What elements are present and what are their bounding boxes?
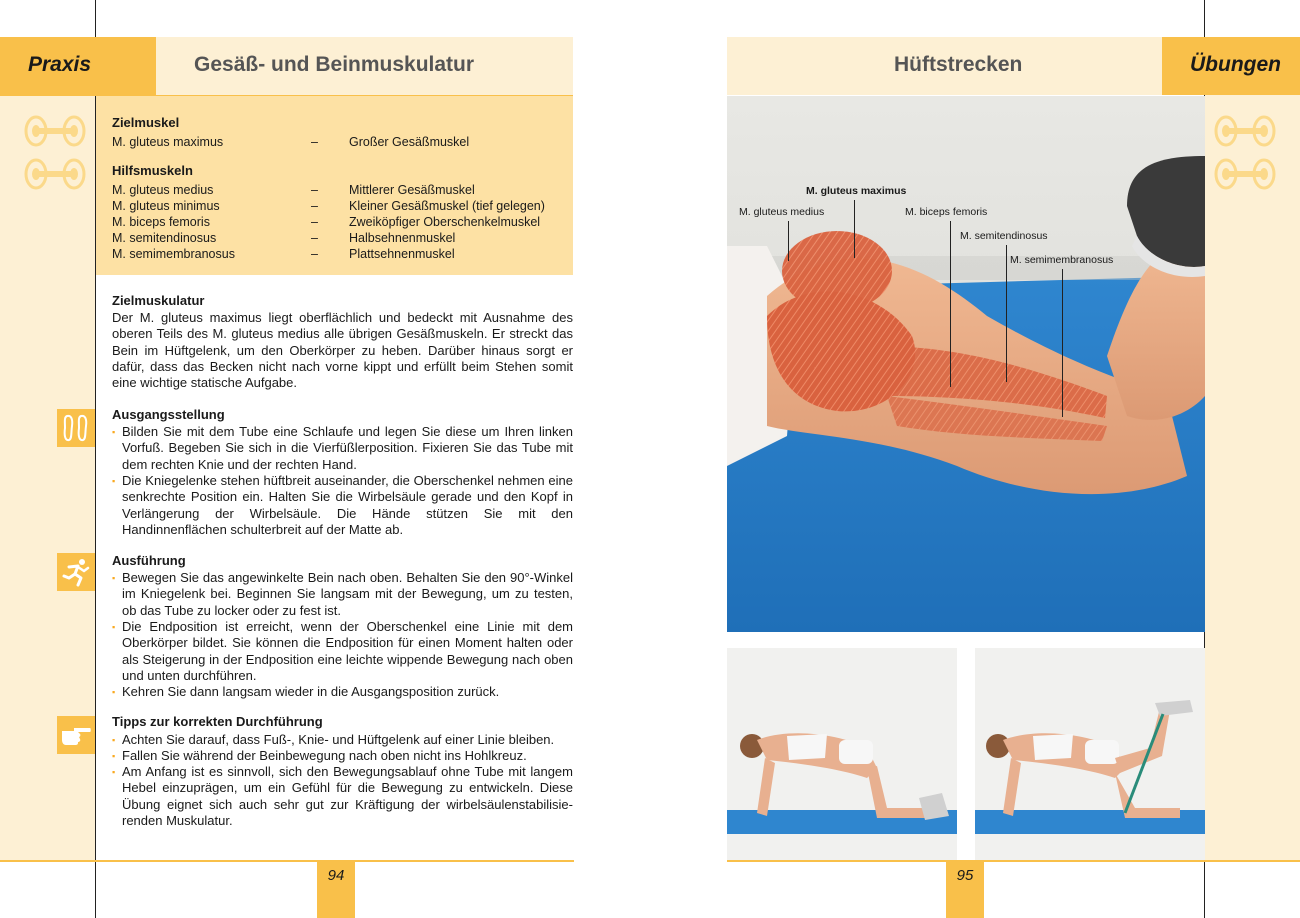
tipps-bullet: ▪ Fallen Sie während der Beinbewegung nach oben nicht ins Hohlkreuz. (112, 748, 573, 764)
label-semimembranosus: M. semimembranosus (1010, 254, 1114, 266)
right-margin-strip (1205, 95, 1300, 860)
ausgangsstellung-heading: Ausgangsstellung (112, 407, 225, 422)
dumbbell-icon (24, 156, 86, 192)
label-semitendinosus: M. semitendinosus (960, 230, 1048, 242)
left-bottom-rule (0, 860, 574, 862)
ausfuehrung-heading: Ausführung (112, 553, 186, 568)
dumbbell-icon (24, 113, 86, 149)
end-position-photo (975, 648, 1205, 860)
target-muscle-heading: Zielmuskel (112, 115, 180, 130)
zielmuskulatur-paragraph: Der M. gluteus maximus liegt oberflächlich und bedeckt mit Ausnahme des oberen Teils des M. gluteus medius alle übrigen Gesäßmuskeln. Er streckt das Bein im Hüftgelenk, um den Oberkörper zu heben. Darüber hinaus sorgt er dafür, dass das Becken nicht nach vorne kippt und erfüllt beim Stehen somit eine wichtige statische Aufgabe. (112, 310, 573, 391)
ausfuehrung-bullet: ▪ Bewegen Sie das angewinkelte Bein nach oben. Behalten Sie den 90°-Winkel im Kniegelenk bei. Beginnen Sie langsam mit der Bewegung, um zu testen, ob das Tube zu locker oder zu fest ist. (112, 570, 573, 619)
start-position-photo (727, 648, 957, 860)
helper-muscles-heading: Hilfsmuskeln (112, 163, 193, 178)
leader-line (788, 221, 789, 261)
page-number-right: 95 (946, 860, 984, 918)
runner-icon (57, 553, 95, 591)
label-gluteus-maximus: M. gluteus maximus (806, 185, 907, 197)
tipps-bullet: ▪ Achten Sie darauf, dass Fuß-, Knie- und Hüftgelenk auf einer Linie bleiben. (112, 732, 573, 748)
leader-line (854, 200, 855, 258)
ausfuehrung-bullet: ▪ Kehren Sie dann langsam wieder in die Ausgangsposition zurück. (112, 684, 573, 700)
page-title-left: Gesäß- und Beinmuskulatur (194, 53, 475, 76)
label-biceps-femoris: M. biceps femoris (905, 206, 988, 218)
dumbbell-icon (1214, 156, 1276, 192)
pointing-hand-icon (57, 716, 95, 754)
leader-line (950, 221, 951, 387)
dumbbell-icon (1214, 113, 1276, 149)
anatomy-illustration (727, 96, 1205, 632)
tipps-heading: Tipps zur korrekten Durchführung (112, 714, 323, 729)
ausfuehrung-bullet: ▪ Die Endposition ist erreicht, wenn der Oberschenkel eine Linie mit dem Oberkörper bildet. Sie können die Endposition für einen Moment halten oder als Steigerung in der Endposition eine leichte wippende Bewegung nach oben und unten durchführen. (112, 619, 573, 684)
section-label-uebungen: Übungen (1190, 53, 1281, 76)
ausgang-bullet: ▪ Bilden Sie mit dem Tube eine Schlaufe und legen Sie diese um Ihren linken Vorfuß. Begeben Sie sich in die Vierfüßlerposition. Fixieren Sie das Tube mit dem rechten Knie und der rechten Hand. (112, 424, 573, 473)
ausgang-bullet: ▪ Die Kniegelenke stehen hüftbreit auseinander, die Oberschenkel nehmen eine senkrechte Position ein. Halten Sie die Wirbelsäule gerade und den Kopf in Verlängerung der Wirbelsäule. Die Hände stützen Sie mit den Handinnenflächen schulterbreit auf der Matte ab. (112, 473, 573, 538)
tipps-bullet: ▪ Am Anfang ist es sinnvoll, sich den Bewegungsablauf ohne Tube mit langem Hebel einzuprägen, um ein Gefühl für die Bewegung zu entwickeln. Diese Übung eignet sich auch sehr gut zur Kräftigung der wirbelsäulenstabilisierenden Muskulatur. (112, 764, 573, 829)
page-number-left: 94 (317, 860, 355, 918)
zielmuskulatur-heading: Zielmuskulatur (112, 293, 205, 308)
feet-icon (57, 409, 95, 447)
leader-line (1006, 245, 1007, 382)
label-gluteus-medius: M. gluteus medius (739, 206, 825, 218)
page-title-right: Hüftstrecken (894, 53, 1023, 76)
right-bottom-rule (727, 860, 1300, 862)
section-label-praxis: Praxis (28, 53, 92, 76)
leader-line (1062, 269, 1063, 417)
